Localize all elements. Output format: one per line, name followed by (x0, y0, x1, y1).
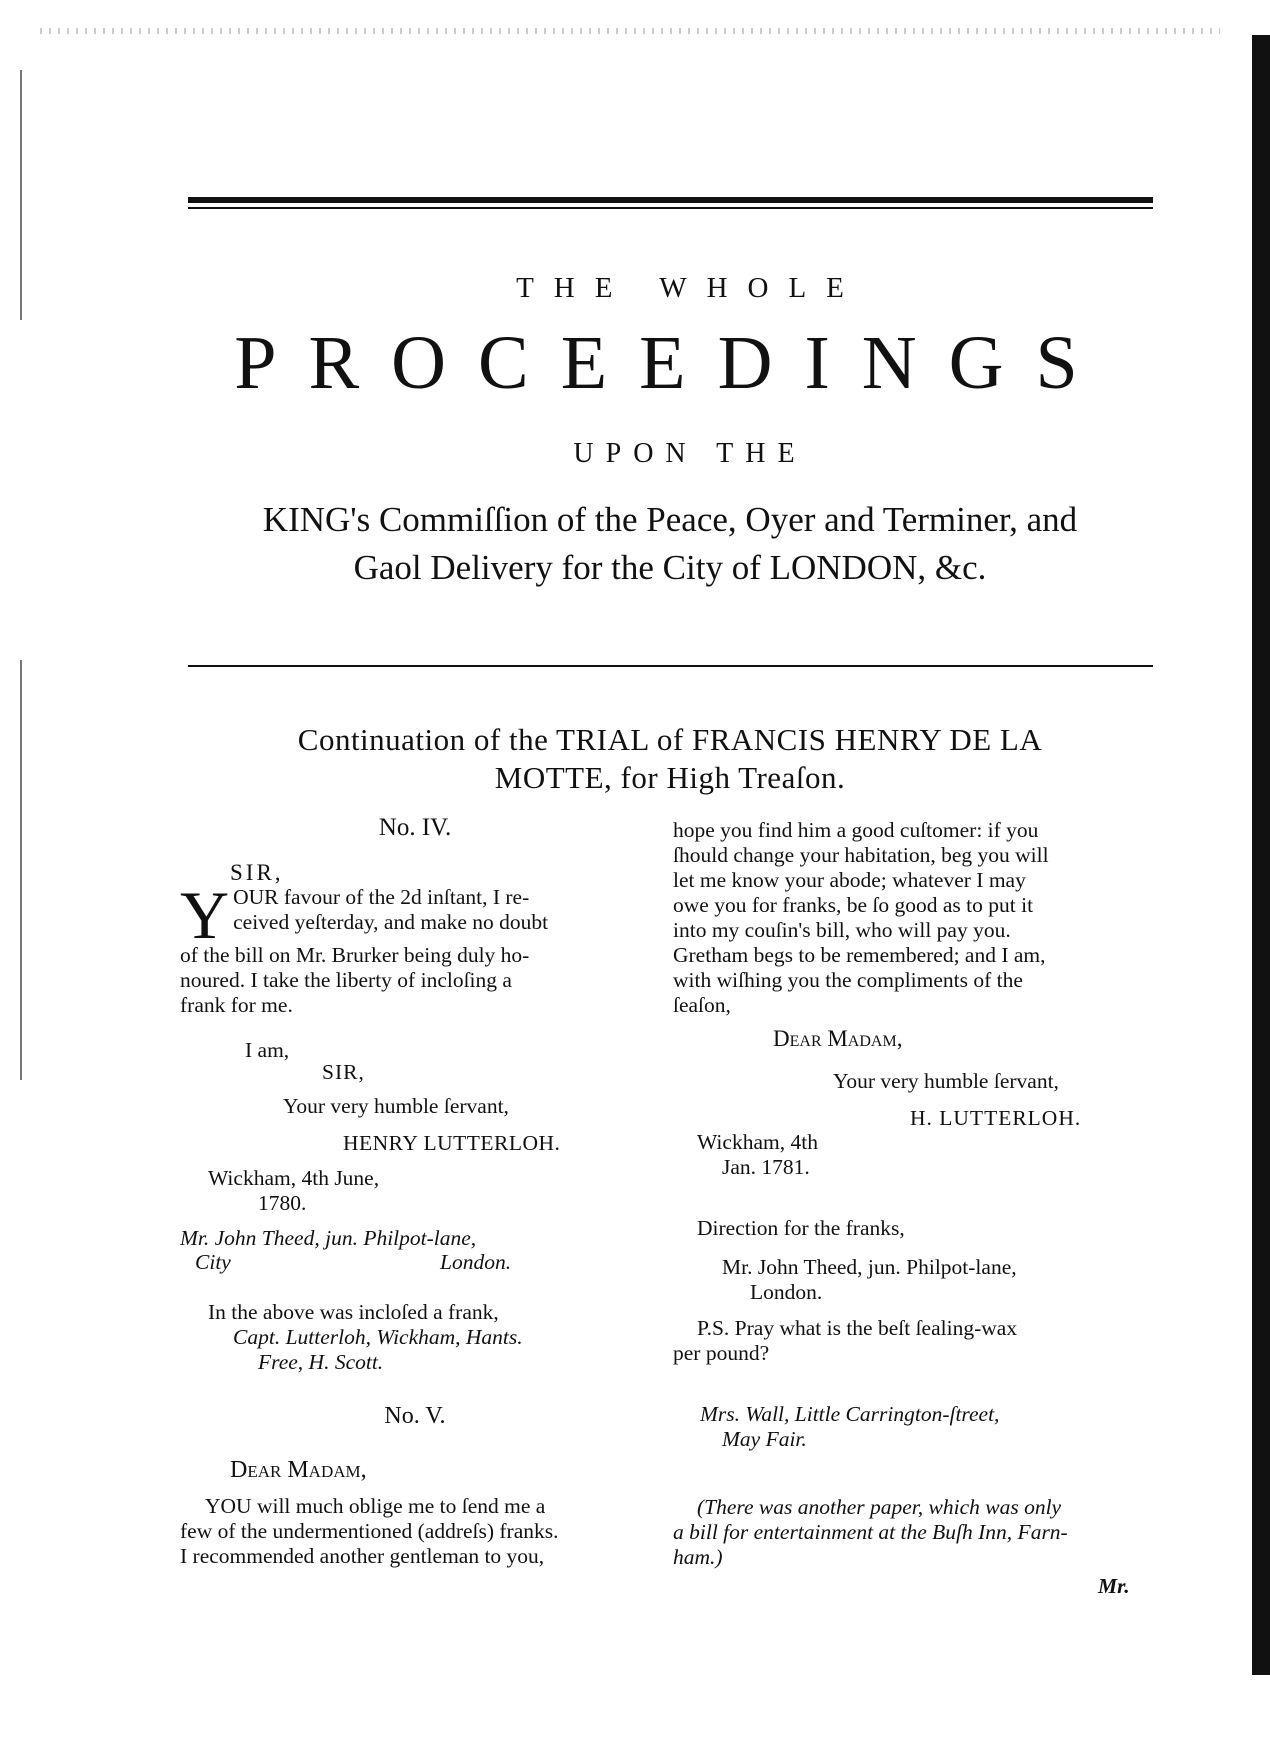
title-the-whole: THE WHOLE (516, 272, 864, 304)
letter-5-line-2: few of the undermentioned (addreſs) franks. (180, 1519, 559, 1543)
top-edge-specks (40, 28, 1220, 34)
address-city: City (195, 1250, 231, 1274)
right-line-6: Gretham begs to be remembered; and I am, (673, 943, 1046, 967)
right-line-1: hope you find him a good cuſtomer: if you (673, 818, 1039, 842)
right-line-7: with wiſhing you the compliments of the (673, 968, 1023, 992)
letter-5-signature: H. LUTTERLOH. (910, 1106, 1082, 1130)
note-line-1: (There was another paper, which was only (697, 1495, 1062, 1519)
note-line-3: ham.) (673, 1545, 723, 1569)
inclosed-line-3: Free, H. Scott. (258, 1350, 384, 1374)
right-line-3: let me know your abode; whatever I may (673, 868, 1026, 892)
letter-4-i-am: I am, (245, 1038, 290, 1062)
ps-line-1: P.S. Pray what is the beſt ſealing-wax (697, 1316, 1018, 1340)
letter-4-line-1: OUR favour of the 2d inſtant, I re- (233, 885, 530, 909)
letter-4-signature: HENRY LUTTERLOH. (343, 1131, 561, 1155)
right-line-5: into my couſin's bill, who will pay you. (673, 918, 1011, 942)
letter-5-salutation: Dear Madam, (230, 1457, 367, 1483)
letter-5-continued (673, 818, 1151, 1018)
letter-5-closing-salutation: Dear Madam, (773, 1026, 903, 1051)
right-line-2: ſhould change your habitation, beg you will (673, 843, 1049, 867)
letter-4-line-2: ceived yeſterday, and make no doubt (233, 910, 549, 934)
letter-5-place: Wickham, 4th (697, 1130, 818, 1154)
letter-4-sir: SIR, (322, 1060, 365, 1084)
letter-4-servant: Your very humble ſervant, (283, 1094, 509, 1118)
inclosed-line-1: In the above was incloſed a frank, (208, 1300, 499, 1324)
right-line-8: ſeaſon, (673, 993, 731, 1017)
direction-line-2: London. (750, 1280, 823, 1304)
left-page-edge-lower (20, 660, 22, 1080)
letter-4-line-4: noured. I take the liberty of incloſing a (180, 968, 512, 992)
letter-4-place: Wickham, 4th June, (208, 1166, 380, 1190)
direction-line-1: Mr. John Theed, jun. Philpot-lane, (722, 1255, 1017, 1279)
title-proceedings: PROCEEDINGS (234, 321, 1110, 405)
top-rule-thick (188, 197, 1153, 203)
letter-5-date: Jan. 1781. (722, 1155, 810, 1179)
title-commission: KING's Commiſſion of the Peace, Oyer and Terminer, and (262, 500, 1078, 539)
title-upon-the: UPON THE (573, 438, 807, 469)
top-rule-thin (188, 207, 1153, 209)
binding-edge (1252, 35, 1270, 1675)
letter-4-line-5: frank for me. (180, 993, 293, 1017)
right-line-4: owe you for franks, be ſo good as to put it (673, 893, 1034, 917)
letter-no-5-heading: No. V. (384, 1403, 446, 1429)
mrs-wall-line-2: May Fair. (722, 1427, 807, 1451)
mrs-wall-line-1: Mrs. Wall, Little Carrington-ſtreet, (700, 1402, 1000, 1426)
title-gaol-delivery: Gaol Delivery for the City of LONDON, &c. (353, 548, 987, 587)
letter-5-body (180, 1494, 650, 1569)
ps-line-2: per pound? (673, 1341, 770, 1365)
address-london: London. (440, 1250, 512, 1274)
letter-5-line-3: I recommended another gentleman to you, (180, 1544, 545, 1568)
letter-4-line-3: of the bill on Mr. Brurker being duly ho- (180, 943, 530, 967)
continuation-line-2: MOTTE, for High Treaſon. (494, 760, 846, 795)
drop-cap: Y (180, 877, 230, 953)
letter-no-4-heading: No. IV. (378, 814, 452, 841)
letter-5-servant: Your very humble ſervant, (833, 1069, 1059, 1093)
note-line-2: a bill for entertainment at the Buſh Inn, Farn- (673, 1520, 1068, 1544)
letter-4-salutation: SIR, (230, 860, 284, 885)
inclosed-line-2: Capt. Lutterloh, Wickham, Hants. (233, 1325, 523, 1349)
letter-4-body (180, 877, 650, 1018)
catchword: Mr. (1098, 1574, 1130, 1598)
continuation-line-1: Continuation of the TRIAL of FRANCIS HENRY DE LA (297, 722, 1043, 757)
letter-5-line-1: YOU will much oblige me to ſend me a (205, 1494, 546, 1518)
middle-rule (188, 665, 1153, 667)
letter-4-year: 1780. (258, 1191, 307, 1215)
left-page-edge (20, 70, 22, 320)
address-line-1: Mr. John Theed, jun. Philpot-lane, (180, 1226, 477, 1250)
direction-heading: Direction for the franks, (697, 1216, 905, 1240)
